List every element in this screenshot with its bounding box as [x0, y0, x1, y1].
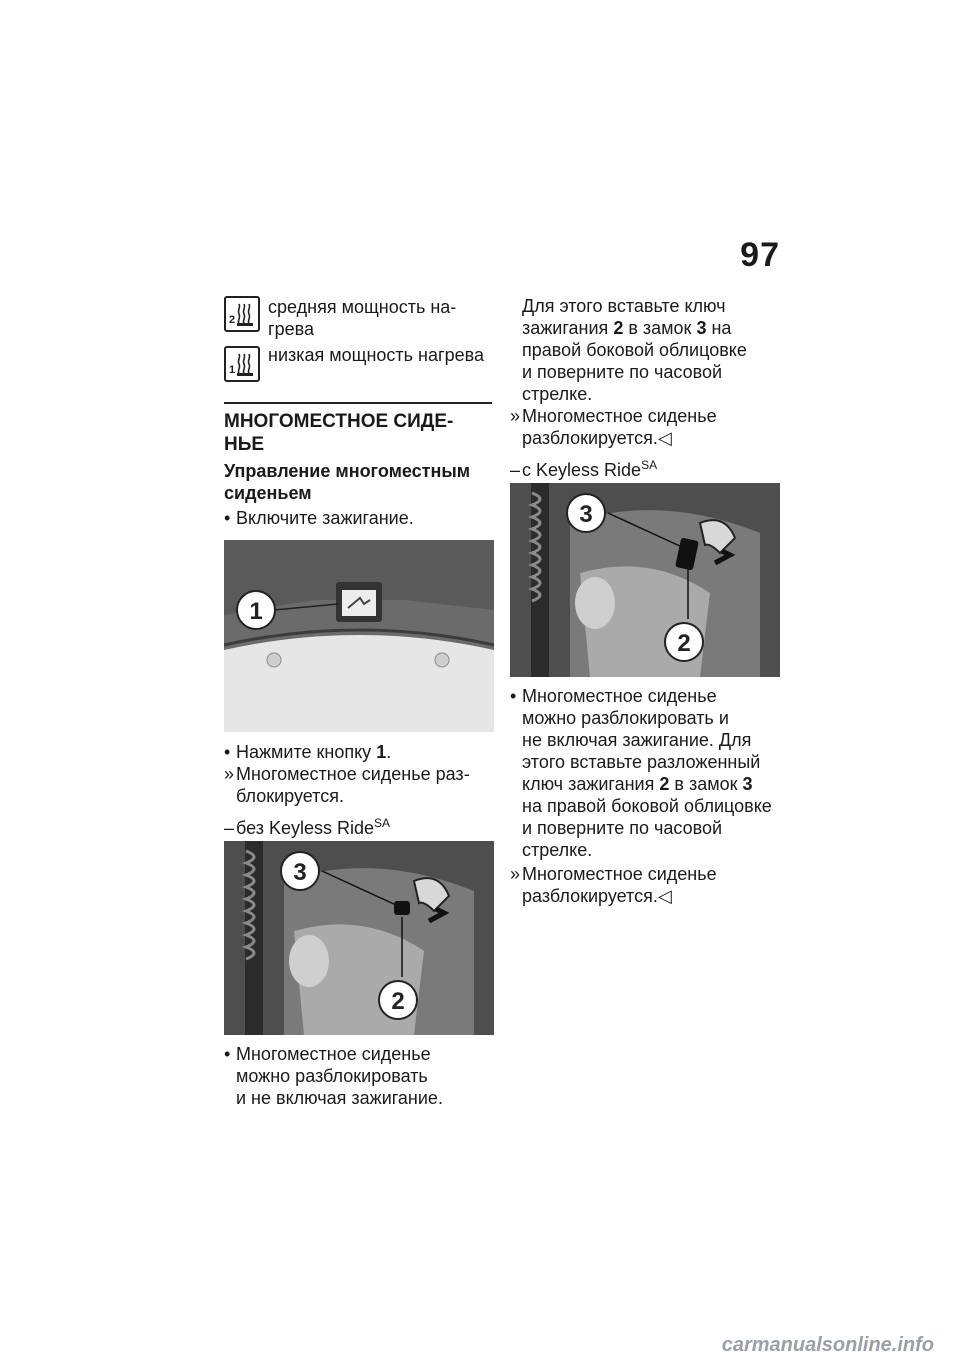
subheading [224, 460, 470, 504]
heat-level-number: 1 [229, 364, 236, 376]
step-text: Включите зажигание. [236, 508, 414, 528]
callout-2: 2 [391, 988, 405, 1015]
seat-heat-level-2-icon [224, 296, 260, 332]
callout-1: 1 [249, 598, 263, 625]
ref-number: 1 [376, 742, 387, 762]
subheading-line: сиденьем [224, 483, 312, 503]
text-line: средняя мощность на- [268, 297, 457, 317]
sa-superscript: SA [374, 816, 391, 830]
ref-number: 3 [696, 318, 707, 338]
step-text: Нажмите кнопку 1. [236, 742, 392, 762]
callout-3: 3 [579, 501, 593, 528]
page-number: 97 [740, 236, 780, 274]
end-mark: ◁ [657, 886, 672, 906]
bullet-marker: • [224, 508, 231, 528]
figure-key-lock-without-keyless [224, 841, 494, 1035]
section-heading [224, 410, 453, 456]
subheading-line: Управление многоместным [224, 461, 471, 481]
key-insertion-paragraph: Для этого вставьте ключ зажигания 2 в замок 3 на правой боковой облицовке и поверните по часовой стрелке. [522, 296, 747, 404]
icon-row-1-text [268, 296, 456, 340]
heading-line: НЬЕ [224, 434, 265, 455]
heading-line: МНОГОМЕСТНОЕ СИДЕ- [224, 411, 454, 432]
section-divider [224, 402, 492, 404]
result-marker: » [224, 764, 235, 784]
result-marker: » [510, 864, 521, 884]
result-text: Многоместное сиденье раз- блокируется. [236, 764, 470, 806]
result-text: Многоместное сиденье разблокируется.◁ [522, 864, 717, 906]
dash-marker: – [224, 818, 235, 838]
bullet-marker: • [224, 742, 231, 762]
dash-marker: – [510, 460, 521, 480]
seat-heat-level-1-icon [224, 346, 260, 382]
ref-number: 2 [659, 774, 670, 794]
bullet-marker: • [224, 1044, 231, 1064]
step-text: Многоместное сиденье можно разблокировать и не включая зажигание. [236, 1044, 443, 1108]
result-text: Многоместное сиденье разблокируется.◁ [522, 406, 717, 448]
sa-superscript: SA [641, 458, 658, 472]
figure-key-lock-with-keyless [510, 483, 780, 677]
icon-row-2-text: низкая мощность нагрева [268, 345, 484, 365]
text-line: грева [268, 319, 314, 339]
figure-seat-button [224, 540, 494, 732]
ref-number: 3 [742, 774, 753, 794]
step-text: Многоместное сиденье можно разблокировать и не включая зажигание. Для этого вставьте разложенный ключ зажигания 2 в замок 3 на правой боковой облицовке и поверните по часовой стрелке. [522, 686, 772, 860]
result-marker: » [510, 406, 521, 426]
footer-watermark [0, 1330, 960, 1362]
callout-3: 3 [293, 859, 307, 886]
footer-text: carmanualsonline.info [721, 1334, 934, 1356]
bullet-marker: • [510, 686, 517, 706]
heat-level-number: 2 [229, 314, 236, 326]
end-mark: ◁ [657, 428, 672, 448]
callout-2: 2 [677, 630, 691, 657]
ref-number: 2 [613, 318, 624, 338]
